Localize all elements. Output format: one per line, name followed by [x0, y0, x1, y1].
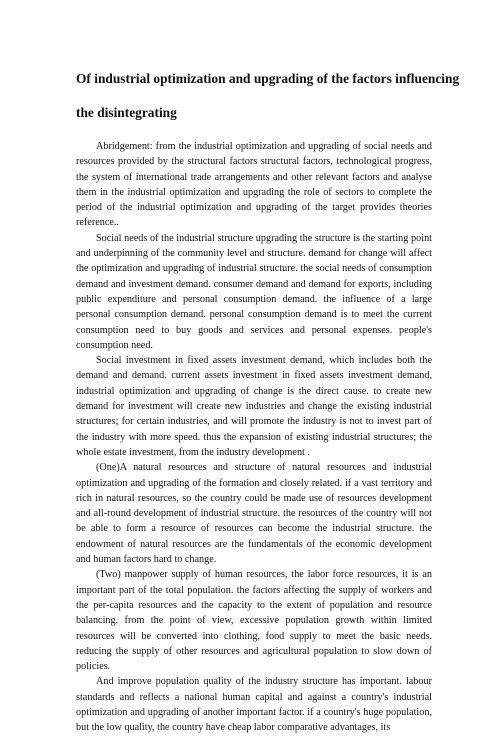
title-line-1: Of industrial optimization and upgrading of the factors influencing [76, 71, 460, 86]
paragraph-social-needs: Social needs of the industrial structure upgrading the structure is the starting point and underpinning of the community level and structure. demand for change will affect the optimization and upgrading of industrial structure. the social needs of consumption demand and investment demand. consumer demand and demand for exports, including public expenditure and personal consumption demand. the influence of a large personal consumption demand. personal consumption demand is to meet the current consumption need to buy goods and services and personal expenses. people's consumption need. [76, 232, 432, 351]
paragraph-abridgement: Abridgement: from the industrial optimization and upgrading of social needs and resources provided by the structural factors structural factors, technological progress, the system of international trade arrangements and other relevant factors and analyse them in the industrial optimization and upgrading the role of sectors to complete the period of the industrial optimization and upgrading of the target provides theories reference.. [76, 141, 432, 229]
paragraph-social-investment: Social investment in fixed assets investment demand, which includes both the demand and demand. current assets investment in fixed assets investment demand, industrial optimization and upgrading of change is the direct cause. to create new demand for investment will create new industries and change the existing industrial structures; for certain industries, and will promote the industry is not to invest part of the industry with more speed. thus the expansion of existing industrial structures; the whole estate investment, from the industry development . [76, 355, 432, 458]
paragraph-manpower-supply: (Two) manpower supply of human resources, the labor force resources, it is an important part of the total population. the factors affecting the supply of workers and the per-capita resources and the capacity to the extent of population and resource balancing. from the point of view, excessive population growth within limited resources will be converted into clothing, food supply to meet the basic needs. reducing the supply of other resources and agricultural population to slow down of policies. [76, 569, 432, 673]
paragraph-natural-resources: (One)A natural resources and structure of natural resources and industrial optimization and upgrading of the formation and closely related. if a vast territory and rich in natural resources, so the country could be made use of resources development and all-round development of industrial structure. the resources of the country will not be able to form a resource of resources can become the industrial structure. the endowment of natural resources are the fundamentals of the economic development and human factors hard to change. [76, 462, 432, 566]
paragraph-population-quality: And improve population quality of the industry structure has important. labour standards and reflects a national human capital and against a country's industrial optimization and upgrading of another important factor. if a country's huge population, but the low quality, the country have cheap labor comparative advantages, its [76, 676, 432, 734]
document-title [76, 62, 460, 130]
title-line-2: the disintegrating [76, 105, 177, 120]
document-body [76, 139, 432, 736]
